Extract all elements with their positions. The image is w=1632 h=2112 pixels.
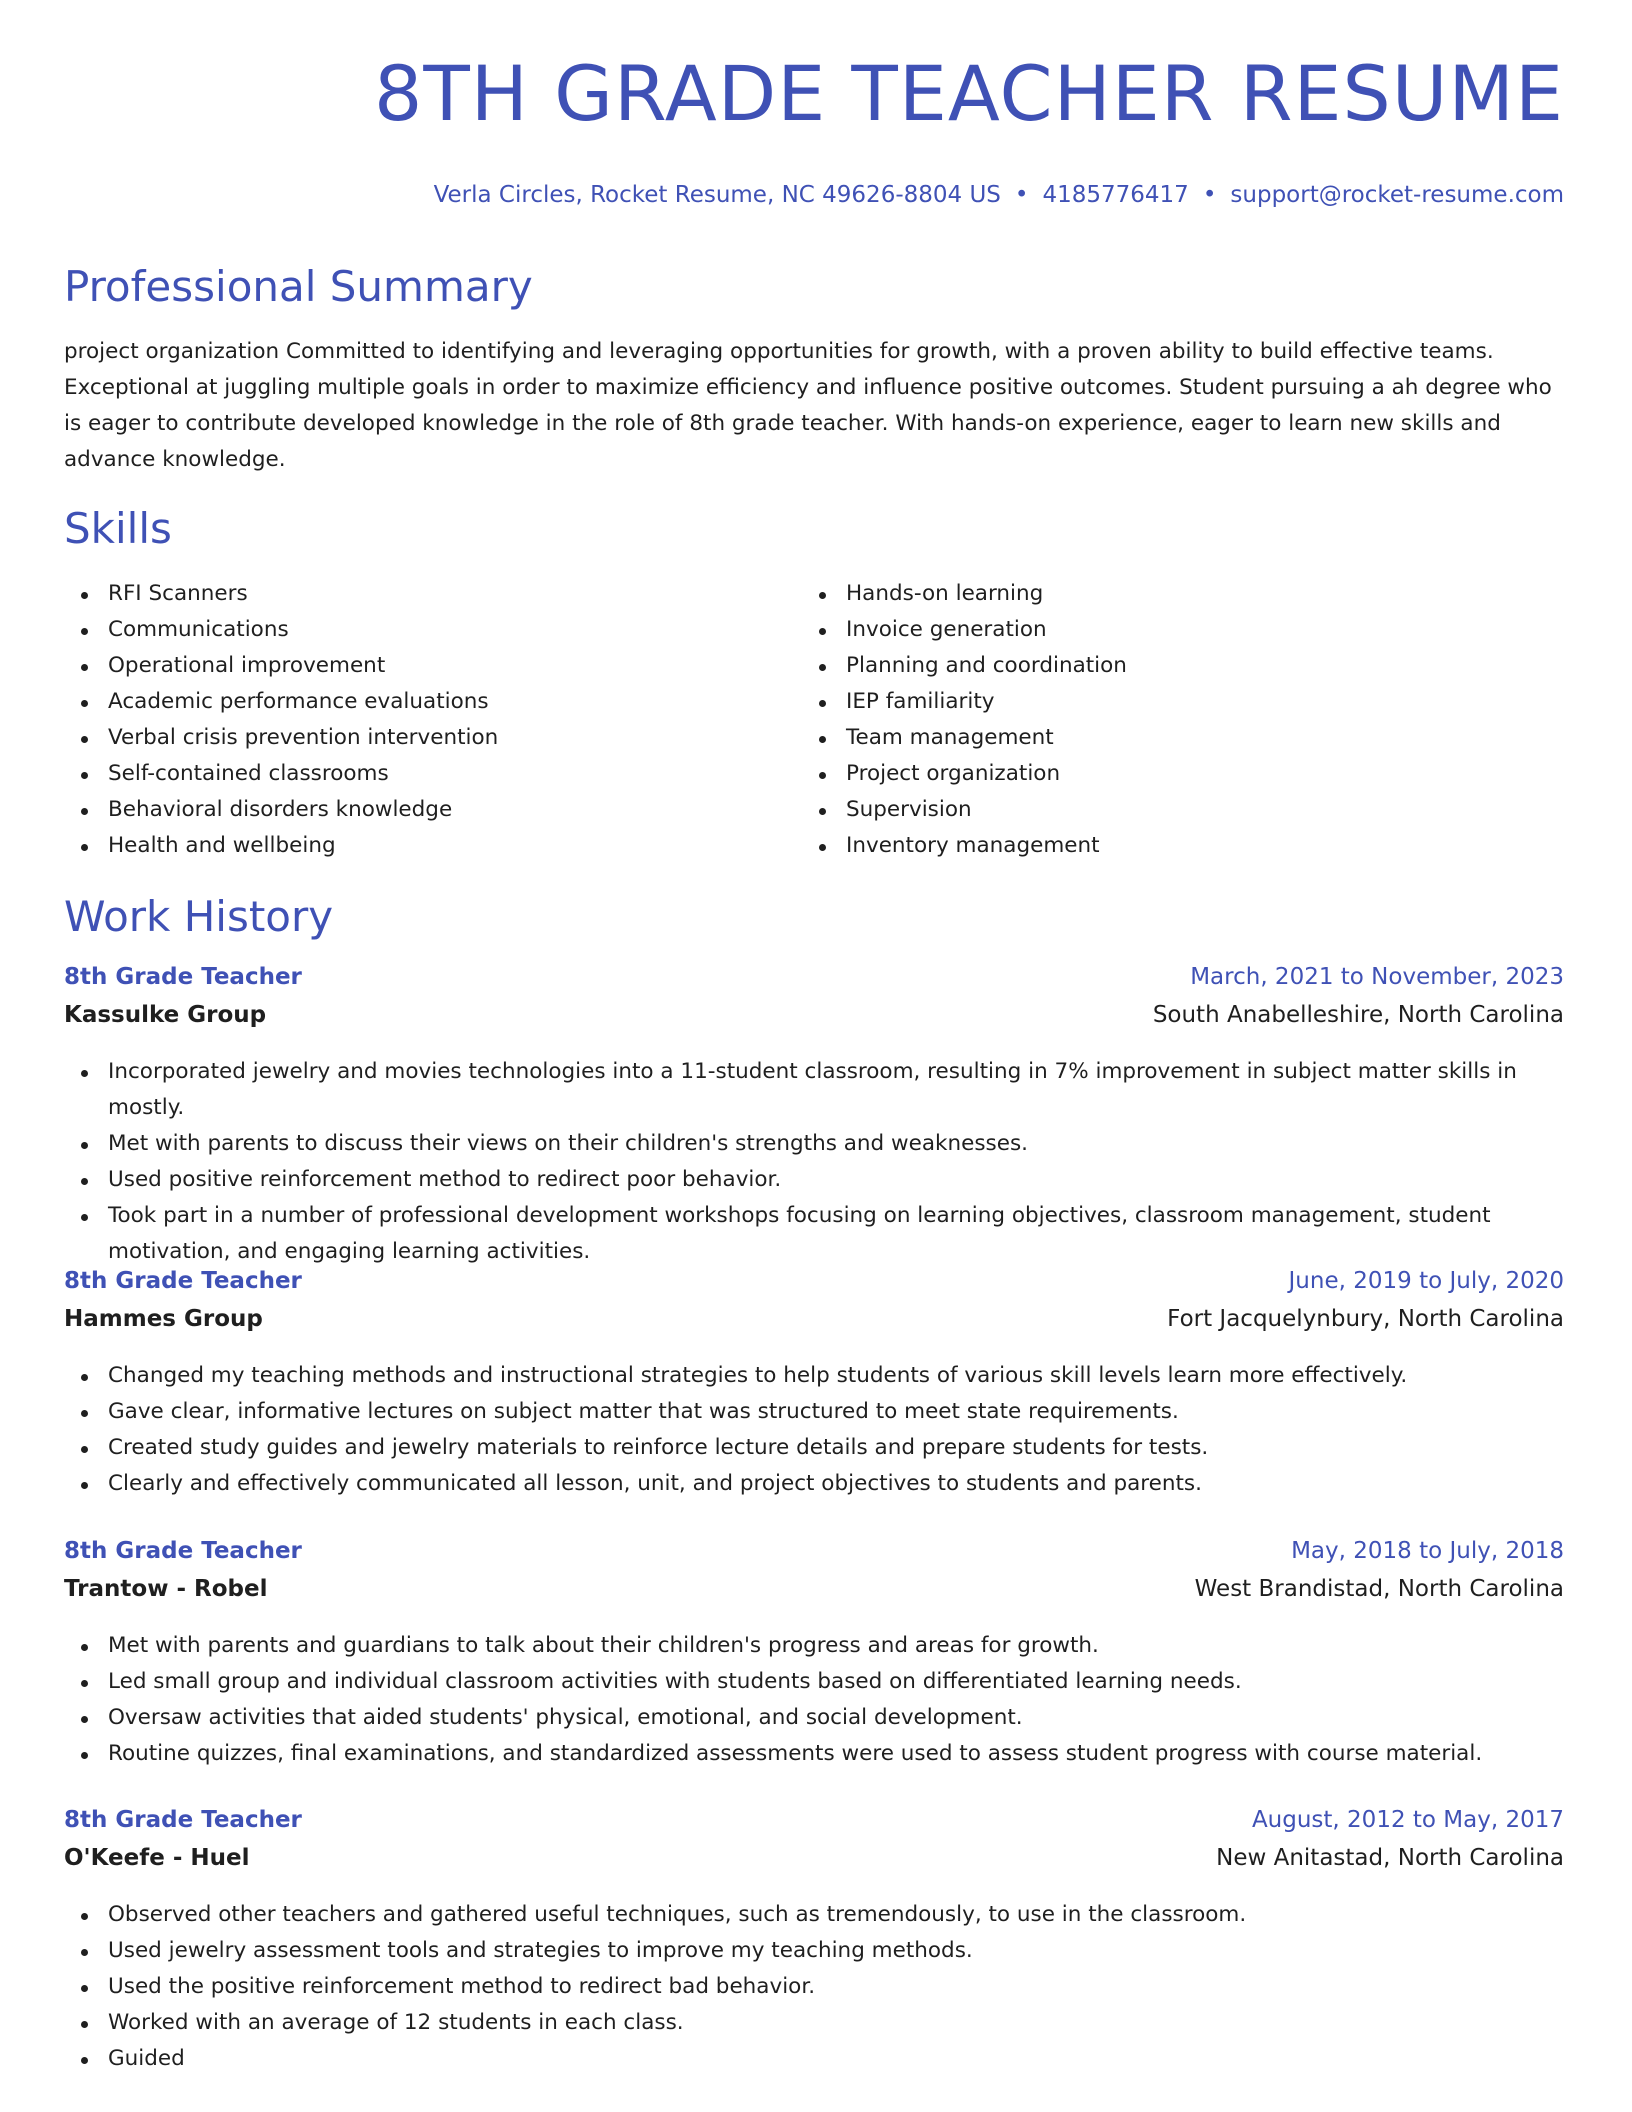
skill-item: Inventory management	[802, 828, 1522, 864]
job-bullet: Routine quizzes, final examinations, and standardized assessments were used to assess student progress with course material.	[64, 1736, 1564, 1772]
summary-text: project organization Committed to identifying and leveraging opportunities for growth, with a proven ability to build effective teams. Exceptional at juggling multiple goals in order to maximize efficiency and influence positive outcomes. Student pursuing a ah degree who is eager to contribute developed knowledge in the role of 8th grade teacher. With hands-on experience, eager to learn new skills and advance knowledge.	[64, 339, 1552, 472]
contact-email: support@rocket-resume.com	[1230, 182, 1564, 208]
job-bullet: Gave clear, informative lectures on subject matter that was structured to meet state requirements.	[64, 1394, 1564, 1430]
skill-item: Self-contained classrooms	[64, 756, 784, 792]
job-title: 8th Grade Teacher	[64, 1807, 302, 1833]
work-history-heading: Work History	[64, 892, 334, 941]
job-bullet: Incorporated jewelry and movies technologies into a 11-student classroom, resulting in 7% improvement in subject matter skills in mostly.	[64, 1054, 1564, 1126]
job-entry	[64, 1268, 1564, 1502]
job-dates: May, 2018 to July, 2018	[1291, 1538, 1564, 1564]
skill-item: Health and wellbeing	[64, 828, 784, 864]
job-company: O'Keefe - Huel	[64, 1845, 250, 1871]
skill-item: Planning and coordination	[802, 648, 1522, 684]
job-bullets	[64, 1897, 1564, 2077]
job-bullet: Met with parents and guardians to talk about their children's progress and areas for growth.	[64, 1628, 1564, 1664]
skill-item: IEP familiarity	[802, 684, 1522, 720]
job-title: 8th Grade Teacher	[64, 1268, 302, 1294]
job-location: West Brandistad, North Carolina	[1194, 1576, 1564, 1602]
job-bullet: Worked with an average of 12 students in each class.	[64, 2005, 1564, 2041]
skill-item: Supervision	[802, 792, 1522, 828]
skills-list-left	[64, 576, 784, 864]
job-bullet: Clearly and effectively communicated all lesson, unit, and project objectives to students and parents.	[64, 1466, 1564, 1502]
job-bullet: Created study guides and jewelry materials to reinforce lecture details and prepare students for tests.	[64, 1430, 1564, 1466]
job-dates: August, 2012 to May, 2017	[1251, 1807, 1564, 1833]
job-entry	[64, 1538, 1564, 1772]
job-company: Kassulke Group	[64, 1002, 267, 1028]
skill-item: Communications	[64, 612, 784, 648]
job-location: Fort Jacquelynbury, North Carolina	[1167, 1306, 1564, 1332]
contact-phone: 4185776417	[1042, 182, 1189, 208]
job-entry	[64, 964, 1564, 1270]
job-bullet: Used the positive reinforcement method to redirect bad behavior.	[64, 1969, 1564, 2005]
job-dates: March, 2021 to November, 2023	[1190, 964, 1564, 990]
resume-title: 8TH GRADE TEACHER RESUME	[374, 49, 1564, 138]
job-bullet: Took part in a number of professional development workshops focusing on learning objectives, classroom management, student motivation, and engaging learning activities.	[64, 1198, 1564, 1270]
job-location: South Anabelleshire, North Carolina	[1152, 1002, 1564, 1028]
skill-item: Project organization	[802, 756, 1522, 792]
job-bullets	[64, 1358, 1564, 1502]
skill-item: RFI Scanners	[64, 576, 784, 612]
skills-heading: Skills	[64, 504, 172, 553]
job-company: Trantow - Robel	[64, 1576, 268, 1602]
skill-item: Invoice generation	[802, 612, 1522, 648]
job-bullet: Guided	[64, 2041, 1564, 2077]
job-bullet: Observed other teachers and gathered useful techniques, such as tremendously, to use in the classroom.	[64, 1897, 1564, 1933]
contact-separator: •	[1202, 182, 1217, 208]
job-company: Hammes Group	[64, 1306, 263, 1332]
job-bullet: Led small group and individual classroom activities with students based on differentiated learning needs.	[64, 1664, 1564, 1700]
skill-item: Behavioral disorders knowledge	[64, 792, 784, 828]
job-bullet: Used positive reinforcement method to redirect poor behavior.	[64, 1162, 1564, 1198]
contact-address: Verla Circles, Rocket Resume, NC 49626-8804 US	[433, 182, 1001, 208]
job-bullets	[64, 1054, 1564, 1270]
job-title: 8th Grade Teacher	[64, 964, 302, 990]
job-bullets	[64, 1628, 1564, 1772]
summary-heading: Professional Summary	[64, 262, 533, 311]
job-location: New Anitastad, North Carolina	[1216, 1845, 1564, 1871]
skills-list-right	[802, 576, 1522, 864]
job-entry	[64, 1807, 1564, 2077]
job-bullet: Changed my teaching methods and instructional strategies to help students of various skill levels learn more effectively.	[64, 1358, 1564, 1394]
skill-item: Academic performance evaluations	[64, 684, 784, 720]
skill-item: Verbal crisis prevention intervention	[64, 720, 784, 756]
contact-line	[434, 182, 1564, 208]
skill-item: Team management	[802, 720, 1522, 756]
job-bullet: Met with parents to discuss their views on their children's strengths and weaknesses.	[64, 1126, 1564, 1162]
job-title: 8th Grade Teacher	[64, 1538, 302, 1564]
skill-item: Operational improvement	[64, 648, 784, 684]
contact-separator: •	[1014, 182, 1029, 208]
job-bullet: Used jewelry assessment tools and strategies to improve my teaching methods.	[64, 1933, 1564, 1969]
job-bullet: Oversaw activities that aided students' physical, emotional, and social development.	[64, 1700, 1564, 1736]
job-dates: June, 2019 to July, 2020	[1288, 1268, 1564, 1294]
skill-item: Hands-on learning	[802, 576, 1522, 612]
